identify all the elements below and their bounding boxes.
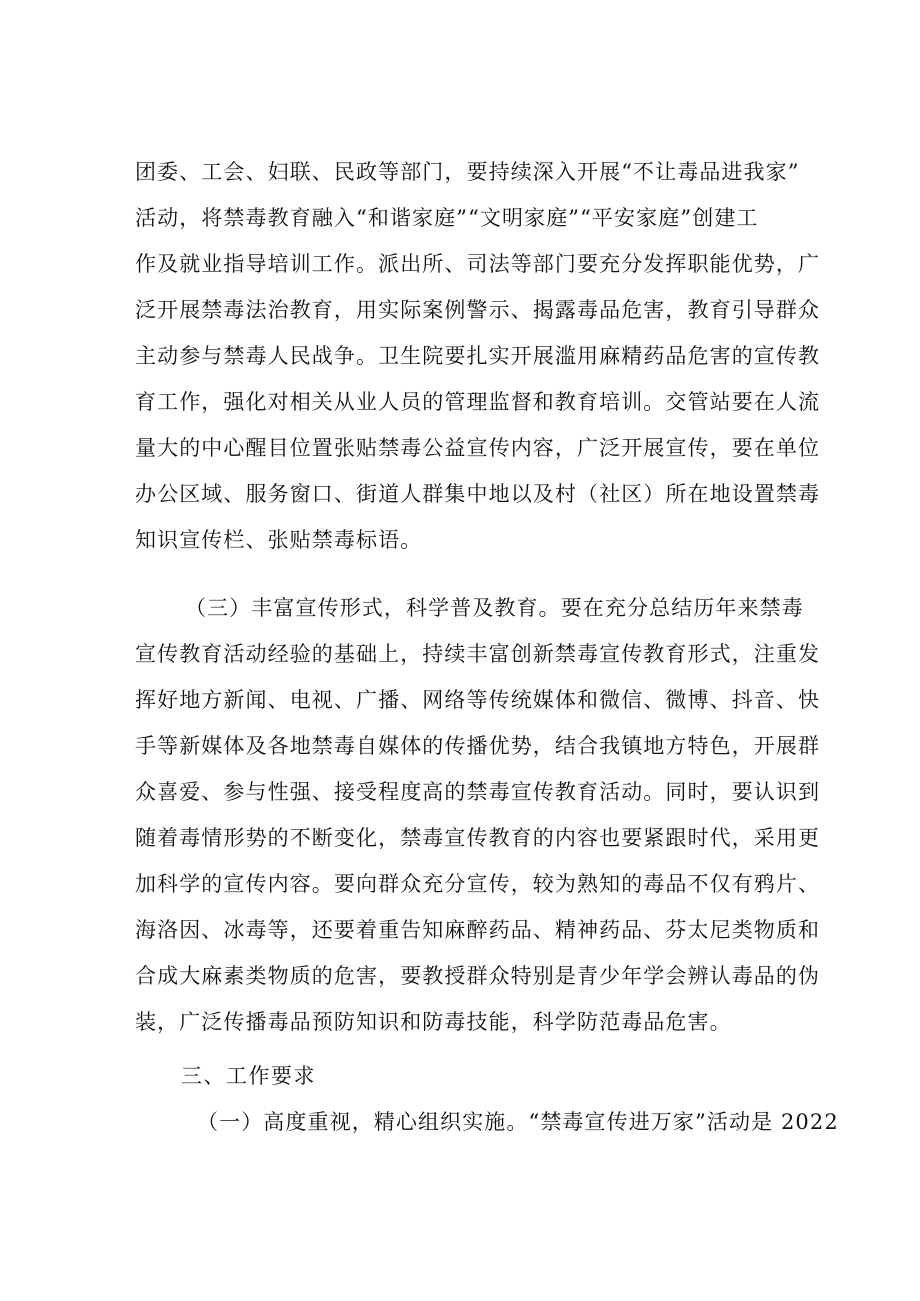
text-line: 众喜爱、参与性强、接受程度高的禁毒宣传教育活动。同时，要认识到 xyxy=(135,780,821,804)
text-line: 作及就业指导培训工作。派出所、司法等部门要充分发挥职能优势，广 xyxy=(135,252,821,276)
text-line: 育工作，强化对相关从业人员的管理监督和教育培训。交管站要在人流 xyxy=(135,390,821,414)
text-line: 量大的中心醒目位置张贴禁毒公益宣传内容，广泛开展宣传，要在单位 xyxy=(135,436,821,460)
text-line: 宣传教育活动经验的基础上，持续丰富创新禁毒宣传教育形式，注重发 xyxy=(135,642,821,666)
text-line: 主动参与禁毒人民战争。卫生院要扎实开展滥用麻精药品危害的宣传教 xyxy=(135,344,821,368)
text-line: （三）丰富宣传形式，科学普及教育。要在充分总结历年来禁毒 xyxy=(185,596,804,620)
section-heading: 三、工作要求 xyxy=(181,1064,316,1088)
text-line: 装，广泛传播毒品预防知识和防毒技能，科学防范毒品危害。 xyxy=(135,1010,732,1034)
text-line: 合成大麻素类物质的危害，要教授群众特别是青少年学会辨认毒品的伪 xyxy=(135,964,821,988)
text-line: 泛开展禁毒法治教育，用实际案例警示、揭露毒品危害，教育引导群众 xyxy=(135,298,821,322)
text-line: 团委、工会、妇联、民政等部门，要持续深入开展“不让毒品进我家” xyxy=(135,160,800,184)
text-line: （一）高度重视，精心组织实施。“禁毒宣传进万家”活动是 2022 xyxy=(197,1110,839,1134)
text-line: 加科学的宣传内容。要向群众充分宣传，较为熟知的毒品不仅有鸦片、 xyxy=(135,872,821,896)
text-line: 挥好地方新闻、电视、广播、网络等传统媒体和微信、微博、抖音、快 xyxy=(135,688,821,712)
text-line: 手等新媒体及各地禁毒自媒体的传播优势，结合我镇地方特色，开展群 xyxy=(135,734,821,758)
text-line: 随着毒情形势的不断变化，禁毒宣传教育的内容也要紧跟时代，采用更 xyxy=(135,826,821,850)
text-line: 知识宣传栏、张贴禁毒标语。 xyxy=(135,528,423,552)
text-line: 活动，将禁毒教育融入“和谐家庭”“文明家庭”“平安家庭”创建工 xyxy=(135,206,759,230)
text-line: 海洛因、冰毒等，还要着重告知麻醉药品、精神药品、芬太尼类物质和 xyxy=(135,918,821,942)
text-line: 办公区域、服务窗口、街道人群集中地以及村（社区）所在地设置禁毒 xyxy=(135,482,821,506)
